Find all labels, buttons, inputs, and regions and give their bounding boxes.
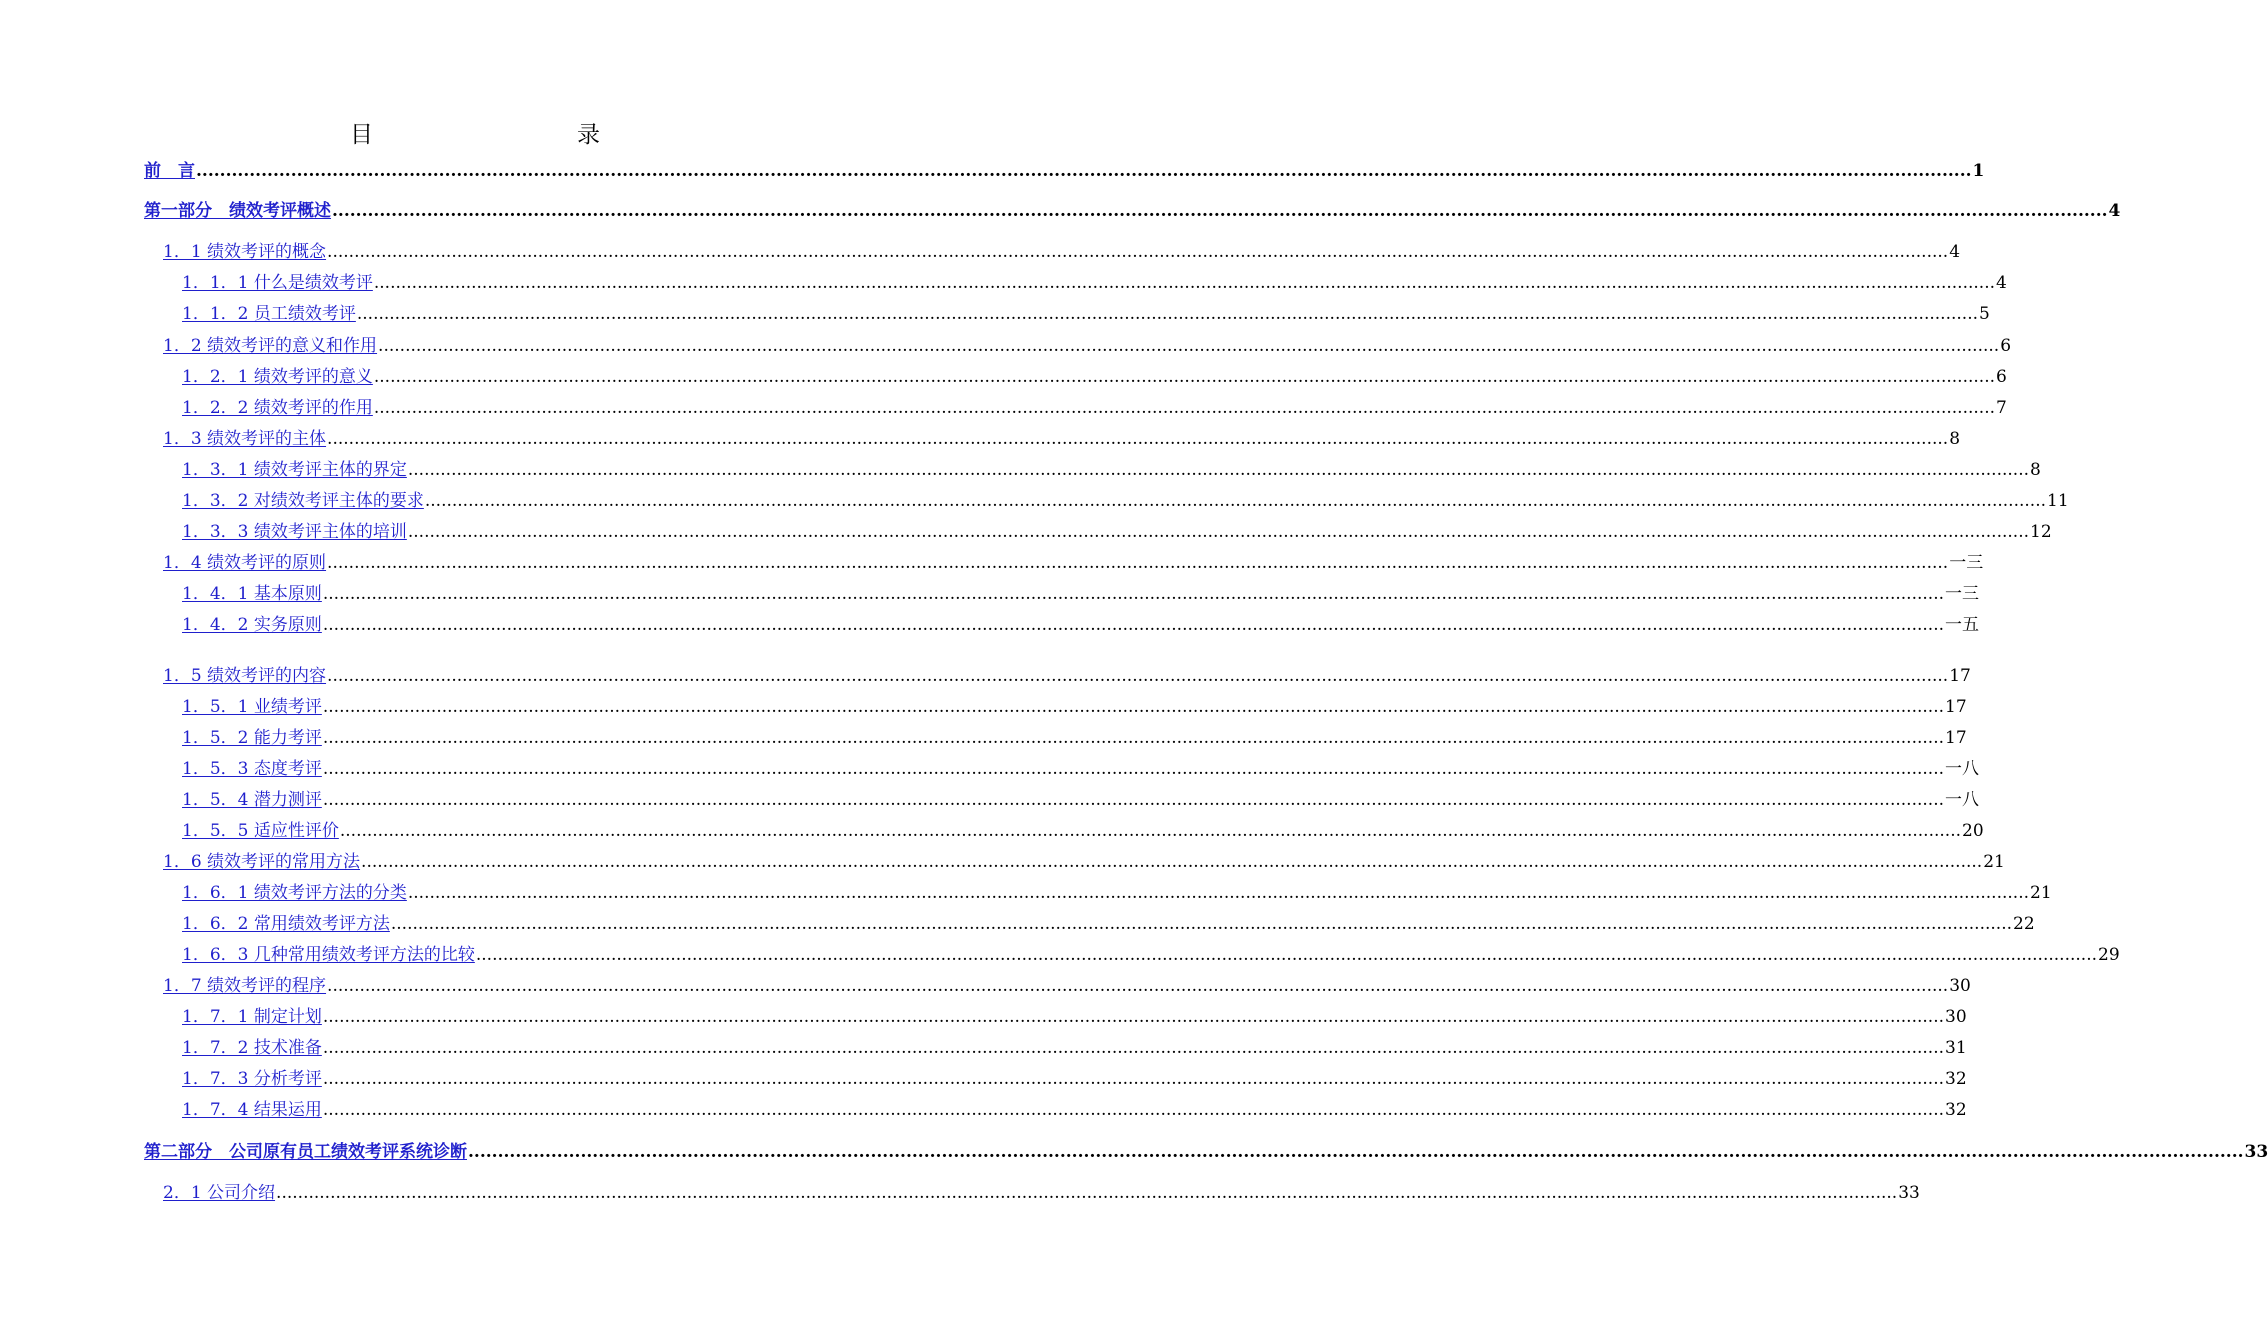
toc-dot-leader: ............................................................................................................................................................................................................................................................................................................ [356,304,1979,324]
toc-entry[interactable] [182,614,1980,636]
toc-entry-label[interactable]: 1．5 绩效考评的内容 [163,666,327,686]
toc-entry-label[interactable]: 1．5．2 能力考评 [182,728,322,748]
toc-page-number: 6 [2000,336,2012,356]
toc-entry[interactable] [144,200,2121,222]
toc-page-number: 一三 [1945,584,1980,604]
toc-entry[interactable] [163,665,1971,687]
toc-entry[interactable] [182,490,2069,512]
toc-entry-label[interactable]: 1．5．4 潜力测评 [182,790,322,810]
toc-entry-label[interactable]: 1．5．5 适应性评价 [182,821,339,841]
toc-entry-label[interactable]: 1．7．4 结果运用 [182,1100,322,1120]
toc-entry-label[interactable]: 1．4．1 基本原则 [182,584,322,604]
toc-entry-label[interactable]: 1．2 绩效考评的意义和作用 [163,336,378,356]
toc-page-number: 21 [2030,883,2052,903]
toc-dot-leader: ............................................................................................................................................................................................................................................................................................................ [196,161,1972,181]
toc-entry-label[interactable]: 1．5．3 态度考评 [182,759,322,779]
toc-entry-label[interactable]: 1．6 绩效考评的常用方法 [163,852,361,872]
toc-dot-leader: ............................................................................................................................................................................................................................................................................................................ [327,976,1949,996]
toc-dot-leader: ............................................................................................................................................................................................................................................................................................................ [373,273,1996,293]
toc-entry-label[interactable]: 第一部分 绩效考评概述 [144,201,331,221]
toc-dot-leader: ............................................................................................................................................................................................................................................................................................................ [276,1183,1898,1203]
toc-entry[interactable] [182,1037,1967,1059]
toc-dot-leader: ............................................................................................................................................................................................................................................................................................................ [322,790,1945,810]
toc-entry[interactable] [182,789,1980,811]
toc-dot-leader: ............................................................................................................................................................................................................................................................................................................ [407,460,2030,480]
toc-entry[interactable] [182,882,2052,904]
toc-page-number: 8 [1949,429,1961,449]
toc-entry-label[interactable]: 1．7 绩效考评的程序 [163,976,327,996]
toc-title-right: 录 [577,122,600,148]
toc-page-number: 12 [2030,522,2052,542]
toc-page-number: 11 [2047,491,2069,511]
toc-dot-leader: ............................................................................................................................................................................................................................................................................................................ [361,852,1983,872]
toc-entry[interactable] [182,944,2120,966]
toc-title-left: 目 [350,122,373,148]
toc-entry-label[interactable]: 1．3．1 绩效考评主体的界定 [182,460,407,480]
toc-entry-label[interactable]: 前 言 [144,161,195,181]
toc-entry-label[interactable]: 1．1．2 员工绩效考评 [182,304,356,324]
toc-dot-leader: ............................................................................................................................................................................................................................................................................................................ [407,522,2030,542]
toc-page-number: 6 [1996,367,2007,387]
toc-entry[interactable] [182,521,2052,543]
toc-dot-leader: ............................................................................................................................................................................................................................................................................................................ [390,914,2013,934]
toc-dot-leader: ............................................................................................................................................................................................................................................................................................................ [322,759,1945,779]
toc-dot-leader: ............................................................................................................................................................................................................................................................................................................ [322,728,1945,748]
toc-page-number: 31 [1945,1038,1967,1058]
toc-dot-leader: ............................................................................................................................................................................................................................................................................................................ [322,1100,1945,1120]
toc-page-number: 33 [2244,1142,2268,1162]
toc-entry[interactable] [182,913,2035,935]
toc-page-number: 30 [1945,1007,1967,1027]
toc-dot-leader: ............................................................................................................................................................................................................................................................................................................ [468,1142,2244,1162]
toc-page-number: 32 [1945,1069,1967,1089]
toc-entry-label[interactable]: 2．1 公司介绍 [163,1183,276,1203]
toc-page-number: 一五 [1945,615,1980,635]
toc-entry[interactable] [163,428,1961,450]
toc-page-number: 17 [1945,697,1967,717]
toc-entry-label[interactable]: 1．2．2 绩效考评的作用 [182,398,373,418]
toc-entry[interactable] [182,820,1984,842]
toc-entry[interactable] [163,1182,1920,1204]
toc-dot-leader: ............................................................................................................................................................................................................................................................................................................ [322,1038,1945,1058]
toc-page-number: 一八 [1945,759,1980,779]
toc-entry-label[interactable]: 1．6．2 常用绩效考评方法 [182,914,390,934]
toc-entry[interactable] [163,851,2005,873]
toc-entry[interactable] [182,1099,1967,1121]
toc-page-number: 8 [2030,460,2041,480]
toc-entry-label[interactable]: 1．7．3 分析考评 [182,1069,322,1089]
toc-entry-label[interactable]: 1．4 绩效考评的原则 [163,553,327,573]
toc-page-number: 21 [1983,852,2005,872]
toc-dot-leader: ............................................................................................................................................................................................................................................................................................................ [339,821,1962,841]
toc-entry[interactable] [182,303,1990,325]
toc-dot-leader: ............................................................................................................................................................................................................................................................................................................ [327,242,1949,262]
toc-entry[interactable] [163,241,1961,263]
toc-dot-leader: ............................................................................................................................................................................................................................................................................................................ [373,398,1996,418]
toc-page-number: 17 [1949,666,1971,686]
toc-entry[interactable] [182,366,2007,388]
toc-entry[interactable] [182,1068,1967,1090]
toc-entry[interactable] [182,696,1967,718]
toc-dot-leader: ............................................................................................................................................................................................................................................................................................................ [407,883,2030,903]
toc-dot-leader: ............................................................................................................................................................................................................................................................................................................ [373,367,1996,387]
toc-dot-leader: ............................................................................................................................................................................................................................................................................................................ [327,666,1949,686]
toc-page-number: 5 [1979,304,1990,324]
toc-entry[interactable] [163,552,1984,574]
toc-dot-leader: ............................................................................................................................................................................................................................................................................................................ [322,1069,1945,1089]
toc-page-number: 22 [2013,914,2035,934]
toc-entry[interactable] [182,1006,1967,1028]
toc-entry-label[interactable]: 1．6．1 绩效考评方法的分类 [182,883,407,903]
toc-entry[interactable] [182,727,1967,749]
toc-dot-leader: ............................................................................................................................................................................................................................................................................................................ [322,697,1945,717]
toc-page-number: 33 [1898,1183,1920,1203]
toc-dot-leader: ............................................................................................................................................................................................................................................................................................................ [332,201,2108,221]
toc-entry-label[interactable]: 第二部分 公司原有员工绩效考评系统诊断 [144,1142,467,1162]
toc-page-number: 一三 [1949,553,1984,573]
toc-entry-label[interactable]: 1．7．1 制定计划 [182,1007,322,1027]
toc-entry[interactable] [144,1141,2268,1163]
toc-dot-leader: ............................................................................................................................................................................................................................................................................................................ [327,553,1949,573]
toc-dot-leader: ............................................................................................................................................................................................................................................................................................................ [327,429,1949,449]
toc-dot-leader: ............................................................................................................................................................................................................................................................................................................ [378,336,2000,356]
toc-page-number: 17 [1945,728,1967,748]
toc-page-number: 1 [1972,161,1985,181]
toc-entry-label[interactable]: 1．1 绩效考评的概念 [163,242,327,262]
toc-entry-label[interactable]: 1．3 绩效考评的主体 [163,429,327,449]
toc-entry-label[interactable]: 1．1．1 什么是绩效考评 [182,273,373,293]
toc-entry[interactable] [182,459,2041,481]
toc-dot-leader: ............................................................................................................................................................................................................................................................................................................ [322,615,1945,635]
toc-entry[interactable] [163,335,2012,357]
toc-entry-label[interactable]: 1．3．3 绩效考评主体的培训 [182,522,407,542]
toc-entry-label[interactable]: 1．3．2 对绩效考评主体的要求 [182,491,424,511]
toc-dot-leader: ............................................................................................................................................................................................................................................................................................................ [322,584,1945,604]
toc-entry-label[interactable]: 1．4．2 实务原则 [182,615,322,635]
toc-entry-label[interactable]: 1．7．2 技术准备 [182,1038,322,1058]
toc-page-number: 32 [1945,1100,1967,1120]
toc-page-number: 4 [1996,273,2007,293]
toc-page-number: 4 [2108,201,2121,221]
toc-page-number: 4 [1949,242,1961,262]
toc-page-number: 7 [1996,398,2007,418]
toc-page-number: 29 [2098,945,2120,965]
toc-entry[interactable] [144,160,1985,182]
toc-entry[interactable] [182,583,1980,605]
toc-page-number: 20 [1962,821,1984,841]
toc-entry[interactable] [182,758,1980,780]
toc-title [0,116,950,150]
toc-dot-leader: ............................................................................................................................................................................................................................................................................................................ [475,945,2098,965]
toc-entry[interactable] [163,975,1971,997]
toc-entry[interactable] [182,272,2007,294]
toc-dot-leader: ............................................................................................................................................................................................................................................................................................................ [322,1007,1945,1027]
toc-entry[interactable] [182,397,2007,419]
toc-dot-leader: ............................................................................................................................................................................................................................................................................................................ [424,491,2047,511]
toc-page-number: 一八 [1945,790,1980,810]
toc-entry-label[interactable]: 1．6．3 几种常用绩效考评方法的比较 [182,945,475,965]
toc-entry-label[interactable]: 1．2．1 绩效考评的意义 [182,367,373,387]
toc-page-number: 30 [1949,976,1971,996]
toc-entry-label[interactable]: 1．5．1 业绩考评 [182,697,322,717]
